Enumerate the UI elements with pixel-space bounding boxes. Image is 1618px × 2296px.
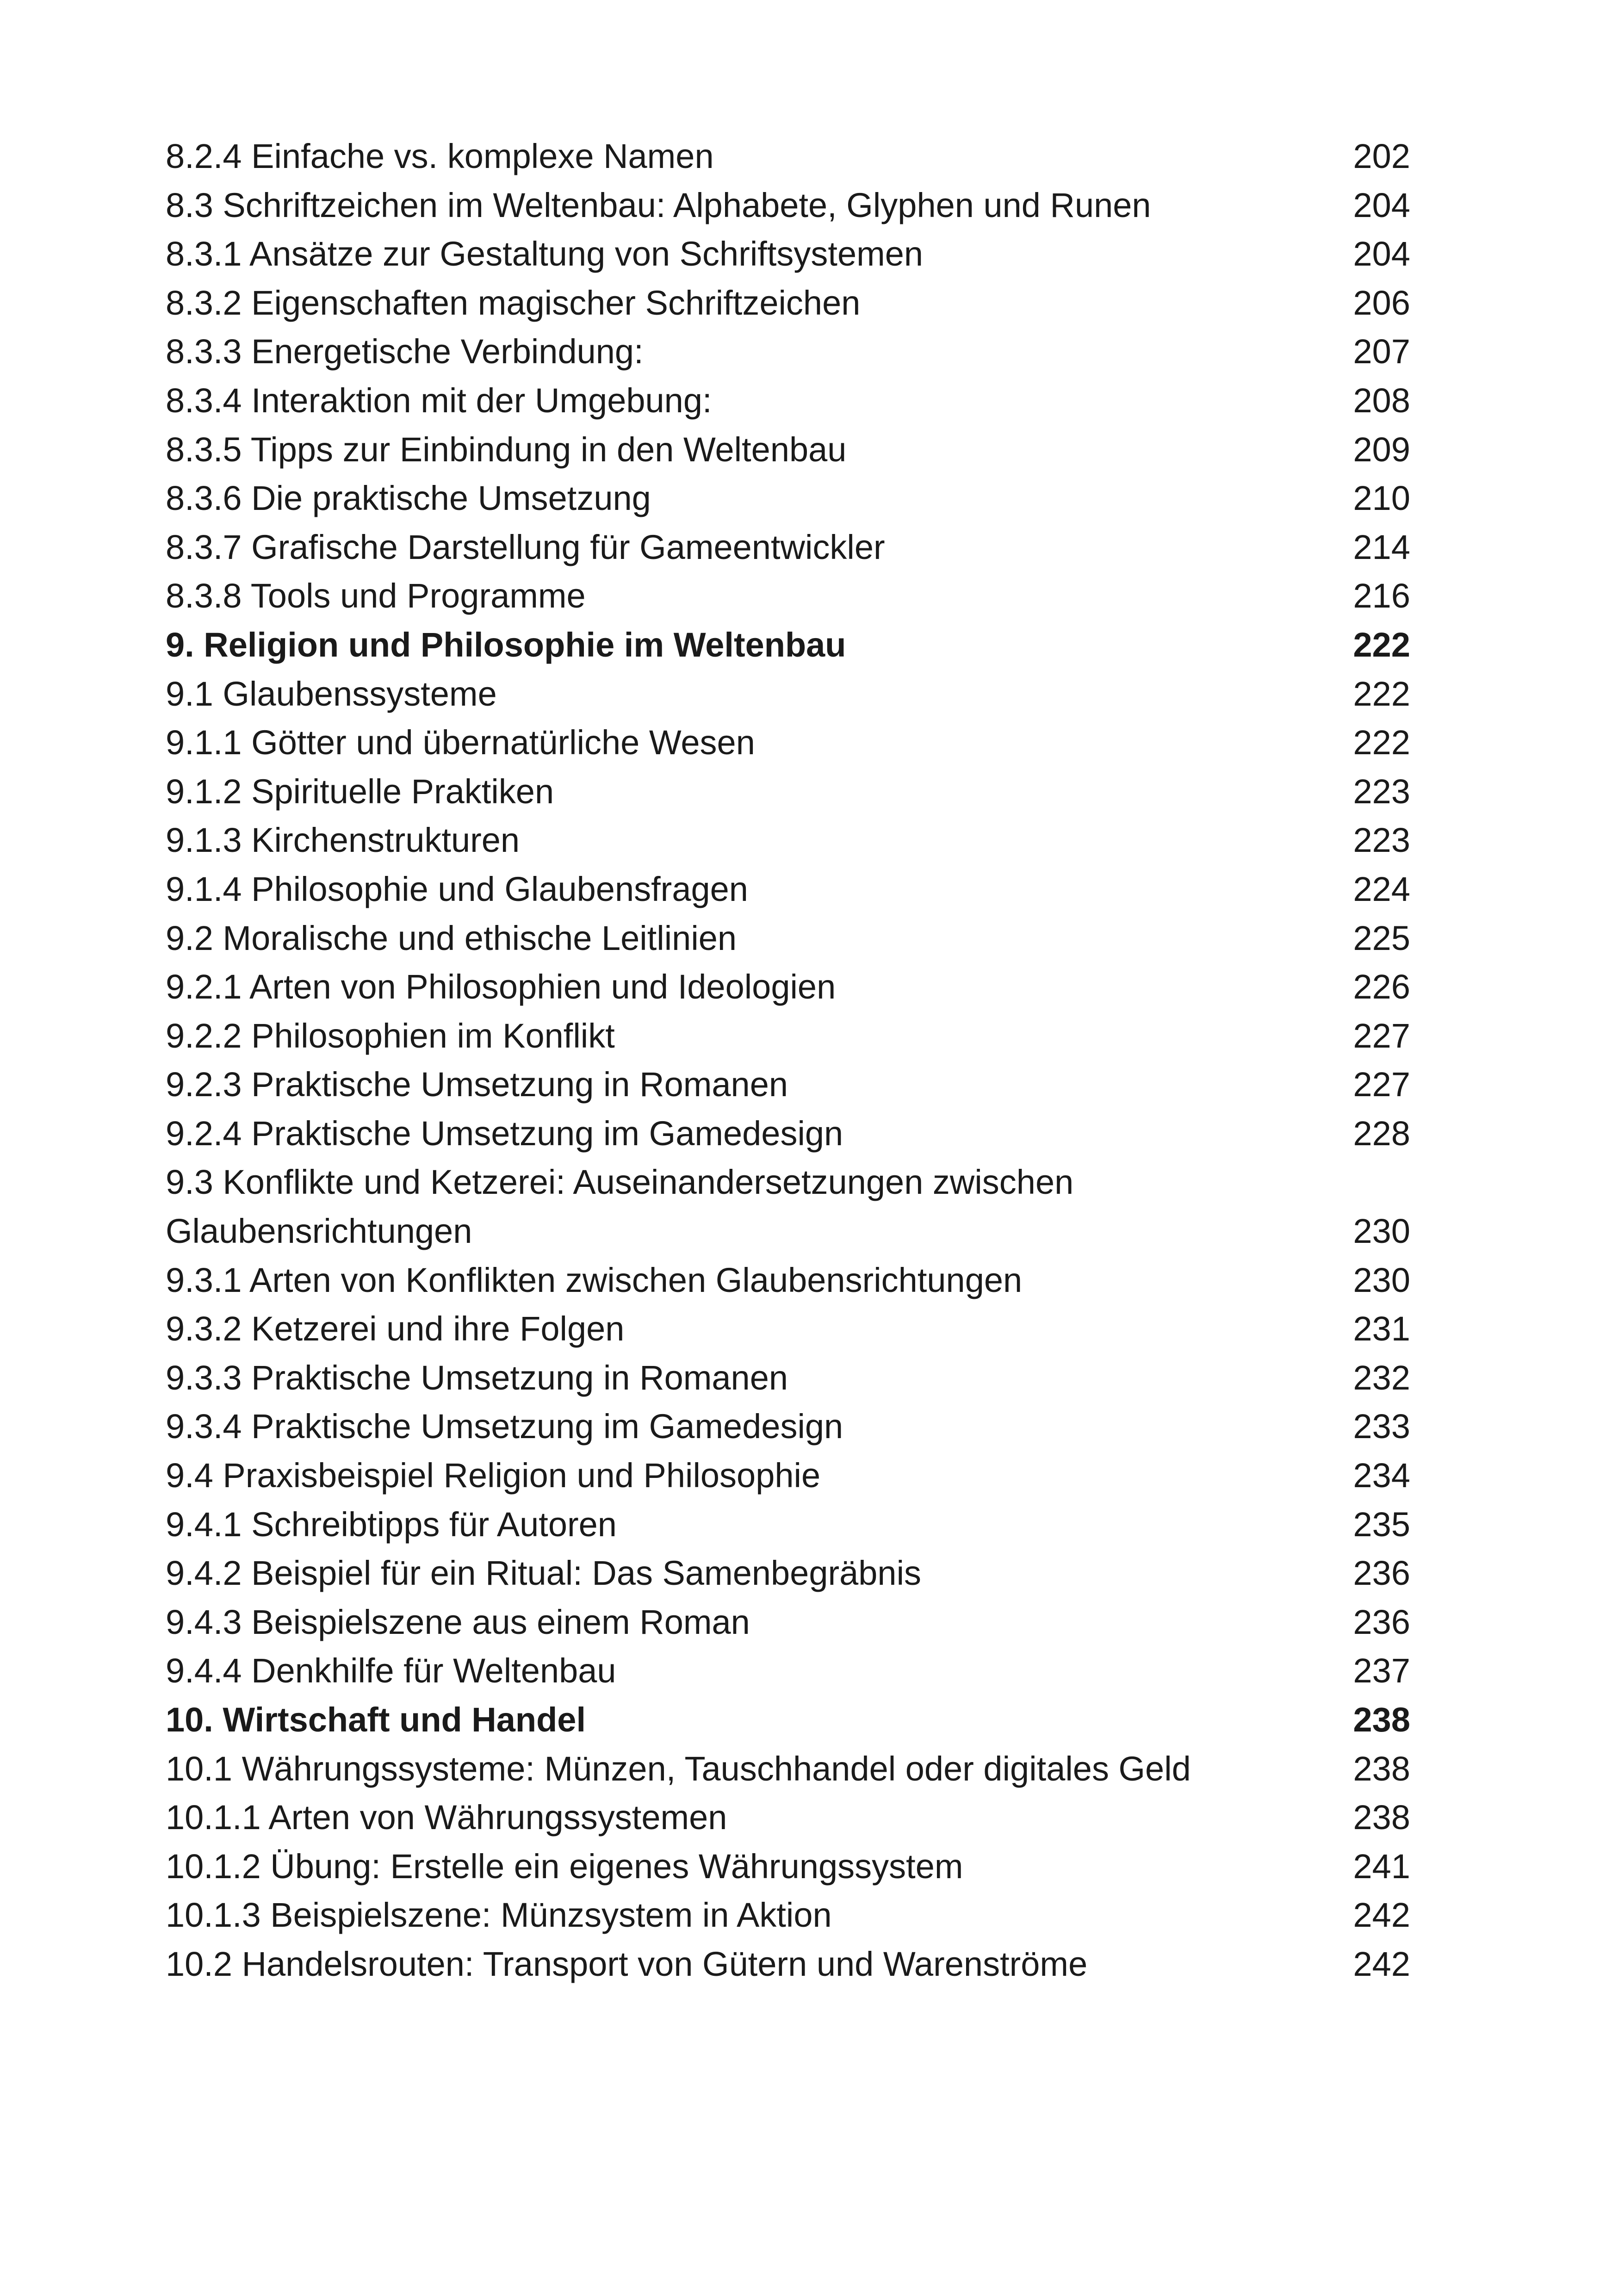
toc-entry xyxy=(166,327,1410,376)
toc-entry-page-number: 242 xyxy=(1353,1896,1410,1935)
toc-entry-page-number: 238 xyxy=(1353,1749,1410,1788)
toc-entry xyxy=(166,1353,1410,1402)
toc-entry-page-number: 223 xyxy=(1353,821,1410,860)
toc-entry xyxy=(166,132,1410,181)
toc-entry-title: 9.4 Praxisbeispiel Religion und Philosophie xyxy=(166,1456,821,1495)
toc-entry-page-number: 236 xyxy=(1353,1602,1410,1641)
toc-chapter-heading xyxy=(166,1695,1410,1744)
toc-entry-title: 8.3.4 Interaktion mit der Umgebung: xyxy=(166,381,712,420)
toc-entry xyxy=(166,914,1410,963)
toc-entry-title: 8.3.5 Tipps zur Einbindung in den Weltenbau xyxy=(166,430,847,469)
toc-entry xyxy=(166,474,1410,523)
toc-entry-title: 10.1.2 Übung: Erstelle ein eigenes Währungssystem xyxy=(166,1847,963,1886)
toc-entry-title: 9.1.2 Spirituelle Praktiken xyxy=(166,772,554,811)
toc-entry-title: 9.4.4 Denkhilfe für Weltenbau xyxy=(166,1651,616,1690)
toc-entry-title: 9.3.3 Praktische Umsetzung in Romanen xyxy=(166,1358,788,1397)
toc-entry-title: 9.3 Konflikte und Ketzerei: Auseinandersetzungen zwischen xyxy=(166,1163,1074,1202)
toc-entry-title: 9.3.2 Ketzerei und ihre Folgen xyxy=(166,1309,625,1348)
toc-entry xyxy=(166,718,1410,767)
toc-entry-page-number: 222 xyxy=(1353,674,1410,713)
toc-entry xyxy=(166,1256,1410,1305)
toc-entry xyxy=(166,1793,1410,1842)
toc-entry xyxy=(166,865,1410,914)
toc-entry xyxy=(166,1598,1410,1647)
table-of-contents xyxy=(166,132,1410,1989)
toc-entry xyxy=(166,1940,1410,1989)
toc-entry xyxy=(166,1060,1410,1109)
toc-entry-page-number: 231 xyxy=(1353,1309,1410,1348)
toc-entry-page-number: 234 xyxy=(1353,1456,1410,1495)
toc-entry-title: 10.1.3 Beispielszene: Münzsystem in Aktion xyxy=(166,1896,832,1935)
toc-entry-page-number: 202 xyxy=(1353,137,1410,175)
toc-entry xyxy=(166,1646,1410,1695)
toc-entry-title: 9.3.4 Praktische Umsetzung im Gamedesign xyxy=(166,1407,843,1446)
toc-entry xyxy=(166,1158,1410,1207)
toc-entry-page-number: 224 xyxy=(1353,869,1410,908)
toc-entry xyxy=(166,230,1410,279)
toc-entry-page-number: 230 xyxy=(1353,1260,1410,1299)
toc-entry-title: Glaubensrichtungen xyxy=(166,1212,472,1251)
toc-entry-title: 9.2.3 Praktische Umsetzung in Romanen xyxy=(166,1065,788,1104)
toc-entry xyxy=(166,1842,1410,1891)
toc-entry-title: 9.3.1 Arten von Konflikten zwischen Glaubensrichtungen xyxy=(166,1260,1023,1299)
toc-entry-title: 8.3.3 Energetische Verbindung: xyxy=(166,332,644,371)
toc-entry xyxy=(166,181,1410,230)
toc-entry xyxy=(166,1109,1410,1158)
toc-entry xyxy=(166,962,1410,1011)
toc-entry-title: 8.3.7 Grafische Darstellung für Gameentwickler xyxy=(166,527,885,566)
toc-entry xyxy=(166,425,1410,474)
toc-entry-title: 9.1.3 Kirchenstrukturen xyxy=(166,821,520,860)
toc-entry-page-number: 228 xyxy=(1353,1114,1410,1153)
toc-entry xyxy=(166,670,1410,719)
toc-entry-page-number: 207 xyxy=(1353,332,1410,371)
toc-entry xyxy=(166,767,1410,816)
toc-entry-page-number: 238 xyxy=(1353,1700,1410,1739)
toc-entry-page-number: 222 xyxy=(1353,723,1410,762)
toc-entry-page-number: 236 xyxy=(1353,1554,1410,1593)
toc-entry-page-number: 208 xyxy=(1353,381,1410,420)
toc-entry-title: 8.3.8 Tools und Programme xyxy=(166,577,586,615)
toc-entry-title: 9.2 Moralische und ethische Leitlinien xyxy=(166,918,737,957)
toc-entry-title: 9.4.3 Beispielszene aus einem Roman xyxy=(166,1602,750,1641)
toc-entry xyxy=(166,376,1410,425)
toc-entry-title: 9.4.2 Beispiel für ein Ritual: Das Samenbegräbnis xyxy=(166,1554,922,1593)
toc-entry-page-number: 230 xyxy=(1353,1212,1410,1251)
toc-chapter-heading xyxy=(166,621,1410,670)
toc-entry-page-number: 206 xyxy=(1353,283,1410,322)
toc-entry xyxy=(166,1207,1410,1256)
toc-entry xyxy=(166,1744,1410,1793)
toc-entry xyxy=(166,1011,1410,1061)
toc-entry xyxy=(166,523,1410,572)
toc-entry xyxy=(166,816,1410,865)
toc-entry-title: 8.3.2 Eigenschaften magischer Schriftzeichen xyxy=(166,283,861,322)
toc-entry xyxy=(166,1549,1410,1598)
toc-entry xyxy=(166,1451,1410,1500)
toc-entry-title: 9.4.1 Schreibtipps für Autoren xyxy=(166,1505,617,1544)
toc-entry-page-number: 204 xyxy=(1353,235,1410,273)
toc-entry-page-number: 227 xyxy=(1353,1065,1410,1104)
toc-entry xyxy=(166,1402,1410,1451)
toc-entry-page-number: 233 xyxy=(1353,1407,1410,1446)
toc-entry-title: 9.2.2 Philosophien im Konflikt xyxy=(166,1016,615,1055)
toc-entry-page-number: 241 xyxy=(1353,1847,1410,1886)
toc-entry-page-number: 210 xyxy=(1353,479,1410,518)
toc-entry-page-number: 226 xyxy=(1353,968,1410,1006)
toc-entry-page-number: 232 xyxy=(1353,1358,1410,1397)
toc-entry xyxy=(166,1304,1410,1353)
toc-entry-title: 8.3.6 Die praktische Umsetzung xyxy=(166,479,651,518)
toc-entry-title: 8.3.1 Ansätze zur Gestaltung von Schriftsystemen xyxy=(166,235,924,273)
toc-entry-page-number: 216 xyxy=(1353,577,1410,615)
toc-entry-title: 8.2.4 Einfache vs. komplexe Namen xyxy=(166,137,714,175)
toc-entry-page-number: 222 xyxy=(1353,625,1410,664)
toc-entry xyxy=(166,571,1410,621)
toc-entry-page-number: 209 xyxy=(1353,430,1410,469)
toc-entry-title: 9.2.1 Arten von Philosophien und Ideologien xyxy=(166,968,836,1006)
toc-entry-title: 8.3 Schriftzeichen im Weltenbau: Alphabete, Glyphen und Runen xyxy=(166,186,1151,224)
toc-entry-title: 9. Religion und Philosophie im Weltenbau xyxy=(166,625,846,664)
toc-entry-title: 9.2.4 Praktische Umsetzung im Gamedesign xyxy=(166,1114,843,1153)
toc-entry-title: 10. Wirtschaft und Handel xyxy=(166,1700,586,1739)
toc-entry-page-number: 223 xyxy=(1353,772,1410,811)
toc-entry-title: 9.1 Glaubenssysteme xyxy=(166,674,497,713)
toc-entry-page-number: 225 xyxy=(1353,918,1410,957)
toc-entry-page-number: 214 xyxy=(1353,527,1410,566)
toc-entry xyxy=(166,279,1410,328)
toc-entry-title: 10.1.1 Arten von Währungssystemen xyxy=(166,1798,727,1837)
toc-entry-title: 9.1.4 Philosophie und Glaubensfragen xyxy=(166,869,748,908)
toc-entry-title: 10.1 Währungssysteme: Münzen, Tauschhandel oder digitales Geld xyxy=(166,1749,1191,1788)
toc-entry-page-number: 227 xyxy=(1353,1016,1410,1055)
toc-entry-page-number: 235 xyxy=(1353,1505,1410,1544)
toc-entry-page-number: 238 xyxy=(1353,1798,1410,1837)
toc-entry-title: 9.1.1 Götter und übernatürliche Wesen xyxy=(166,723,755,762)
toc-entry-page-number: 204 xyxy=(1353,186,1410,224)
toc-entry xyxy=(166,1891,1410,1940)
toc-entry-page-number: 237 xyxy=(1353,1651,1410,1690)
toc-entry xyxy=(166,1500,1410,1549)
toc-entry-title: 10.2 Handelsrouten: Transport von Gütern und Warenströme xyxy=(166,1944,1088,1983)
toc-entry-page-number: 242 xyxy=(1353,1944,1410,1983)
